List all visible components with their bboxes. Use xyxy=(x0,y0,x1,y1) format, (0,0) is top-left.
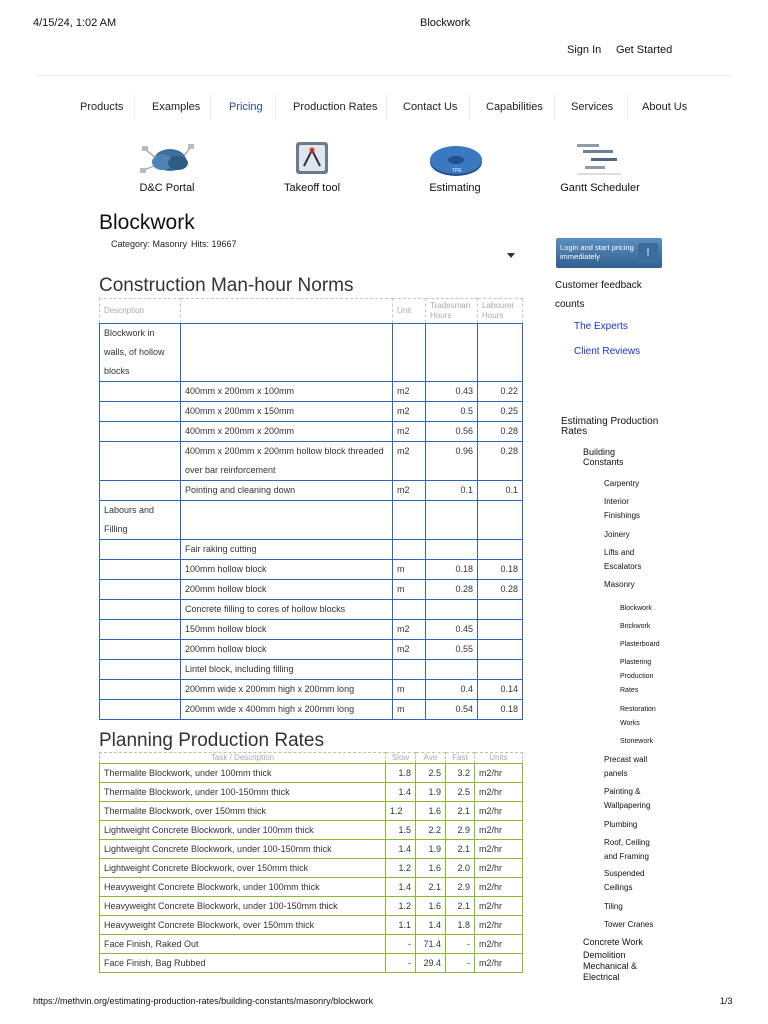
group-cell xyxy=(100,660,181,680)
labourer-hours-cell xyxy=(478,600,523,620)
slow-rate-cell: 1.2 xyxy=(386,897,416,916)
task-cell: Thermalite Blockwork, under 100-150mm thick xyxy=(100,783,386,802)
print-footer-url: https://methvin.org/estimating-production-rates/building-constants/masonry/blockwork xyxy=(33,996,374,1006)
login-cta-button[interactable] xyxy=(556,238,662,268)
column-header: Units xyxy=(475,753,523,764)
tree-estimating-rates[interactable]: Estimating Production Rates xyxy=(561,416,659,437)
labourer-hours-cell xyxy=(478,324,523,382)
description-cell: Pointing and cleaning down xyxy=(181,481,393,501)
tree-item-masonry[interactable]: Masonry xyxy=(604,580,635,589)
info-icon: ! xyxy=(638,243,658,263)
tree-item-plumbing[interactable]: Plumbing xyxy=(604,820,638,829)
slow-rate-cell: 1.4 xyxy=(386,783,416,802)
task-cell: Lightweight Concrete Blockwork, under 100-150mm thick xyxy=(100,840,386,859)
nav-production-rates[interactable]: Production Rates xyxy=(293,101,378,113)
nav-contact-us[interactable]: Contact Us xyxy=(403,101,458,113)
unit-cell: m2 xyxy=(393,481,426,501)
average-rate-cell: 2.2 xyxy=(416,821,446,840)
unit-cell: m xyxy=(393,680,426,700)
takeoff-tool-icon[interactable] xyxy=(292,140,334,183)
fast-rate-cell: 2.1 xyxy=(446,802,475,821)
column-header: Tradesman Hours xyxy=(426,299,478,324)
gantt-scheduler-label[interactable]: Gantt Scheduler xyxy=(560,182,640,194)
unit-cell: m2 xyxy=(393,442,426,481)
norms-row xyxy=(100,700,523,720)
group-cell xyxy=(100,442,181,481)
tree-item-restoration-works[interactable]: Restoration Works xyxy=(620,706,656,727)
group-cell: Labours and Filling xyxy=(100,501,181,540)
fast-rate-cell: - xyxy=(446,954,475,973)
gantt-chart-icon[interactable] xyxy=(575,140,623,183)
tree-item-painting-wallpapering[interactable]: Painting & Wallpapering xyxy=(604,787,651,810)
column-header: Fast xyxy=(446,753,475,764)
fast-rate-cell: 2.9 xyxy=(446,878,475,897)
units-cell: m2/hr xyxy=(475,764,523,783)
category-label[interactable]: Category: Masonry xyxy=(111,239,188,249)
slow-rate-cell: 1.8 xyxy=(386,764,416,783)
norms-table xyxy=(99,298,523,720)
cloud-network-icon[interactable] xyxy=(140,140,196,183)
norms-header-row xyxy=(100,299,523,324)
hits-count: Hits: 19667 xyxy=(191,239,237,249)
tree-item-suspended-ceilings[interactable]: Suspended Ceilings xyxy=(604,869,645,892)
task-cell: Lightweight Concrete Blockwork, over 150mm thick xyxy=(100,859,386,878)
production-row xyxy=(100,783,523,802)
tree-item-carpentry[interactable]: Carpentry xyxy=(604,479,640,488)
group-cell xyxy=(100,680,181,700)
description-cell: 400mm x 200mm x 150mm xyxy=(181,402,393,422)
average-rate-cell: 1.9 xyxy=(416,840,446,859)
labourer-hours-cell: 0.28 xyxy=(478,580,523,600)
description-cell xyxy=(181,501,393,540)
labourer-hours-cell: 0.22 xyxy=(478,382,523,402)
norms-row xyxy=(100,481,523,501)
tree-item-tiling[interactable]: Tiling xyxy=(604,902,623,911)
group-cell xyxy=(100,560,181,580)
norms-row xyxy=(100,580,523,600)
nav-divider xyxy=(386,93,387,121)
group-cell xyxy=(100,700,181,720)
tradesman-hours-cell: 0.4 xyxy=(426,680,478,700)
slow-rate-cell: 1.4 xyxy=(386,840,416,859)
nav-divider xyxy=(275,93,276,121)
fast-rate-cell: 2.1 xyxy=(446,840,475,859)
tradesman-hours-cell xyxy=(426,540,478,560)
unit-cell xyxy=(393,600,426,620)
description-cell: Fair raking cutting xyxy=(181,540,393,560)
production-row xyxy=(100,897,523,916)
the-experts-link[interactable]: The Experts xyxy=(574,321,628,332)
estimating-disc-icon[interactable] xyxy=(428,140,484,185)
svg-text:TPE: TPE xyxy=(452,168,462,174)
description-cell: 200mm hollow block xyxy=(181,640,393,660)
tree-item-plastering-rates[interactable]: Plastering Production Rates xyxy=(620,659,654,694)
production-table xyxy=(99,752,523,973)
production-row xyxy=(100,935,523,954)
column-header: Labourer Hours xyxy=(478,299,523,324)
page-title: Blockwork xyxy=(99,211,195,234)
tradesman-hours-cell: 0.55 xyxy=(426,640,478,660)
group-cell xyxy=(100,422,181,442)
print-title: Blockwork xyxy=(420,17,471,29)
task-cell: Face Finish, Raked Out xyxy=(100,935,386,954)
norms-row xyxy=(100,680,523,700)
description-cell: 400mm x 200mm x 200mm hollow block threaded over bar reinforcement xyxy=(181,442,393,481)
group-cell: Blockwork in walls, of hollow blocks xyxy=(100,324,181,382)
tree-demolition[interactable]: Demolition xyxy=(583,950,626,960)
average-rate-cell: 71.4 xyxy=(416,935,446,954)
units-cell: m2/hr xyxy=(475,916,523,935)
dc-portal-label[interactable]: D&C Portal xyxy=(139,182,195,194)
column-header: Task / Description xyxy=(100,753,386,764)
norms-row xyxy=(100,620,523,640)
estimating-label[interactable]: Estimating xyxy=(429,182,481,194)
norms-row xyxy=(100,540,523,560)
unit-cell: m2 xyxy=(393,402,426,422)
description-cell: 200mm wide x 400mm high x 200mm long xyxy=(181,700,393,720)
units-cell: m2/hr xyxy=(475,878,523,897)
task-cell: Thermalite Blockwork, over 150mm thick xyxy=(100,802,386,821)
description-cell: 200mm hollow block xyxy=(181,580,393,600)
nav-divider xyxy=(469,93,470,121)
tradesman-hours-cell xyxy=(426,600,478,620)
slow-rate-cell: - xyxy=(386,954,416,973)
units-cell: m2/hr xyxy=(475,897,523,916)
description-cell: Concrete filling to cores of hollow blocks xyxy=(181,600,393,620)
tradesman-hours-cell: 0.28 xyxy=(426,580,478,600)
tree-item-precast-wall-panels[interactable]: Precast wall panels xyxy=(604,755,648,778)
labourer-hours-cell: 0.28 xyxy=(478,422,523,442)
print-datetime: 4/15/24, 1:02 AM xyxy=(33,17,117,29)
tradesman-hours-cell: 0.43 xyxy=(426,382,478,402)
units-cell: m2/hr xyxy=(475,802,523,821)
average-rate-cell: 1.4 xyxy=(416,916,446,935)
average-rate-cell: 1.6 xyxy=(416,859,446,878)
description-cell: 100mm hollow block xyxy=(181,560,393,580)
average-rate-cell: 1.6 xyxy=(416,802,446,821)
tree-item-tower-cranes[interactable]: Tower Cranes xyxy=(604,920,654,929)
group-cell xyxy=(100,620,181,640)
login-cta-label: Login and start pricing immediately xyxy=(560,243,634,261)
nav-services[interactable]: Services xyxy=(571,101,614,113)
task-cell: Heavyweight Concrete Blockwork, over 150mm thick xyxy=(100,916,386,935)
task-cell: Thermalite Blockwork, under 100mm thick xyxy=(100,764,386,783)
group-cell xyxy=(100,640,181,660)
slow-rate-cell: 1.2 xyxy=(386,802,416,821)
units-cell: m2/hr xyxy=(475,859,523,878)
norms-row xyxy=(100,640,523,660)
group-cell xyxy=(100,481,181,501)
fast-rate-cell: 3.2 xyxy=(446,764,475,783)
task-cell: Lightweight Concrete Blockwork, under 100mm thick xyxy=(100,821,386,840)
unit-cell: m2 xyxy=(393,422,426,442)
unit-cell: m2 xyxy=(393,382,426,402)
unit-cell: m2 xyxy=(393,640,426,660)
tradesman-hours-cell: 0.56 xyxy=(426,422,478,442)
tradesman-hours-cell: 0.18 xyxy=(426,560,478,580)
tradesman-hours-cell: 0.96 xyxy=(426,442,478,481)
unit-cell: m xyxy=(393,580,426,600)
production-row xyxy=(100,878,523,897)
tree-item-interior-finishings[interactable]: Interior Finishings xyxy=(604,497,641,520)
slow-rate-cell: 1.2 xyxy=(386,859,416,878)
description-cell: Lintel block, including filling xyxy=(181,660,393,680)
slow-rate-cell: 1.5 xyxy=(386,821,416,840)
fast-rate-cell: 1.8 xyxy=(446,916,475,935)
slow-rate-cell: 1.1 xyxy=(386,916,416,935)
tradesman-hours-cell: 0.5 xyxy=(426,402,478,422)
production-header-row xyxy=(100,753,523,764)
nav-divider xyxy=(554,93,555,121)
norms-row xyxy=(100,382,523,402)
production-row xyxy=(100,954,523,973)
takeoff-tool-label[interactable]: Takeoff tool xyxy=(283,182,341,194)
tradesman-hours-cell: 0.1 xyxy=(426,481,478,501)
production-row xyxy=(100,916,523,935)
nav-examples[interactable]: Examples xyxy=(152,101,201,113)
labourer-hours-cell: 0.14 xyxy=(478,680,523,700)
fast-rate-cell: - xyxy=(446,935,475,954)
units-cell: m2/hr xyxy=(475,935,523,954)
description-cell: 400mm x 200mm x 200mm xyxy=(181,422,393,442)
labourer-hours-cell xyxy=(478,620,523,640)
average-rate-cell: 1.9 xyxy=(416,783,446,802)
norms-row xyxy=(100,324,523,382)
group-cell xyxy=(100,540,181,560)
norms-row xyxy=(100,560,523,580)
column-header xyxy=(181,299,393,324)
print-page-number: 1/3 xyxy=(720,996,733,1006)
tree-item-blockwork[interactable]: Blockwork xyxy=(620,605,652,612)
norms-row xyxy=(100,660,523,680)
header-divider xyxy=(36,75,733,76)
column-header: Slow xyxy=(386,753,416,764)
production-row xyxy=(100,764,523,783)
description-cell: 400mm x 200mm x 100mm xyxy=(181,382,393,402)
norms-row xyxy=(100,422,523,442)
unit-cell xyxy=(393,324,426,382)
sign-in-link[interactable]: Sign In xyxy=(567,44,602,56)
nav-products[interactable]: Products xyxy=(80,101,124,113)
column-header: Unit xyxy=(393,299,426,324)
labourer-hours-cell xyxy=(478,660,523,680)
average-rate-cell: 2.1 xyxy=(416,878,446,897)
labourer-hours-cell: 0.28 xyxy=(478,442,523,481)
average-rate-cell: 2.5 xyxy=(416,764,446,783)
group-cell xyxy=(100,600,181,620)
norms-row xyxy=(100,501,523,540)
tree-item-plasterboard[interactable]: Plasterboard xyxy=(620,641,660,648)
production-heading: Planning Production Rates xyxy=(99,730,324,751)
nav-about-us[interactable]: About Us xyxy=(642,101,688,113)
tree-item-roof-ceiling-framing[interactable]: Roof, Ceiling and Framing xyxy=(604,838,650,861)
average-rate-cell: 29.4 xyxy=(416,954,446,973)
get-started-link[interactable]: Get Started xyxy=(616,44,673,56)
column-header: Description xyxy=(100,299,181,324)
tree-item-joinery[interactable]: Joinery xyxy=(604,530,630,539)
description-cell xyxy=(181,324,393,382)
units-cell: m2/hr xyxy=(475,840,523,859)
unit-cell: m xyxy=(393,560,426,580)
units-cell: m2/hr xyxy=(475,783,523,802)
tree-concrete-work[interactable]: Concrete Work xyxy=(583,937,643,947)
feedback-title: Customer feedback counts xyxy=(555,280,642,310)
labourer-hours-cell: 0.18 xyxy=(478,700,523,720)
task-cell: Face Finish, Bag Rubbed xyxy=(100,954,386,973)
nav-divider xyxy=(210,93,211,121)
tradesman-hours-cell xyxy=(426,501,478,540)
unit-cell: m xyxy=(393,700,426,720)
tree-item-stonework[interactable]: Stonework xyxy=(620,738,654,745)
tradesman-hours-cell xyxy=(426,660,478,680)
unit-cell xyxy=(393,540,426,560)
norms-row xyxy=(100,600,523,620)
labourer-hours-cell xyxy=(478,501,523,540)
dropdown-caret-icon[interactable] xyxy=(507,245,515,263)
labourer-hours-cell: 0.18 xyxy=(478,560,523,580)
production-row xyxy=(100,802,523,821)
task-cell: Heavyweight Concrete Blockwork, under 100-150mm thick xyxy=(100,897,386,916)
norms-heading: Construction Man-hour Norms xyxy=(99,275,354,296)
average-rate-cell: 1.6 xyxy=(416,897,446,916)
norms-row xyxy=(100,442,523,481)
units-cell: m2/hr xyxy=(475,954,523,973)
tree-mechanical-electrical[interactable]: Mechanical & Electrical xyxy=(583,961,638,982)
description-cell: 150mm hollow block xyxy=(181,620,393,640)
nav-divider xyxy=(627,93,628,121)
units-cell: m2/hr xyxy=(475,821,523,840)
group-cell xyxy=(100,402,181,422)
tradesman-hours-cell xyxy=(426,324,478,382)
tree-item-lifts-escalators[interactable]: Lifts and Escalators xyxy=(604,548,642,571)
production-row xyxy=(100,821,523,840)
production-row xyxy=(100,859,523,878)
group-cell xyxy=(100,382,181,402)
tree-item-brickwork[interactable]: Brickwork xyxy=(620,623,651,630)
nav-divider xyxy=(134,93,135,121)
description-cell: 200mm wide x 200mm high x 200mm long xyxy=(181,680,393,700)
production-row xyxy=(100,840,523,859)
labourer-hours-cell: 0.25 xyxy=(478,402,523,422)
slow-rate-cell: 1.4 xyxy=(386,878,416,897)
fast-rate-cell: 2.0 xyxy=(446,859,475,878)
labourer-hours-cell xyxy=(478,540,523,560)
fast-rate-cell: 2.9 xyxy=(446,821,475,840)
fast-rate-cell: 2.5 xyxy=(446,783,475,802)
nav-capabilities[interactable]: Capabilities xyxy=(486,101,543,113)
labourer-hours-cell: 0.1 xyxy=(478,481,523,501)
tree-building-constants[interactable]: Building Constants xyxy=(583,447,624,467)
client-reviews-link[interactable]: Client Reviews xyxy=(574,346,641,357)
slow-rate-cell: - xyxy=(386,935,416,954)
group-cell xyxy=(100,580,181,600)
unit-cell xyxy=(393,660,426,680)
column-header: Ave xyxy=(416,753,446,764)
norms-row xyxy=(100,402,523,422)
labourer-hours-cell xyxy=(478,640,523,660)
tradesman-hours-cell: 0.45 xyxy=(426,620,478,640)
unit-cell: m2 xyxy=(393,620,426,640)
task-cell: Heavyweight Concrete Blockwork, under 100mm thick xyxy=(100,878,386,897)
nav-pricing[interactable]: Pricing xyxy=(229,101,263,113)
tradesman-hours-cell: 0.54 xyxy=(426,700,478,720)
fast-rate-cell: 2.1 xyxy=(446,897,475,916)
unit-cell xyxy=(393,501,426,540)
